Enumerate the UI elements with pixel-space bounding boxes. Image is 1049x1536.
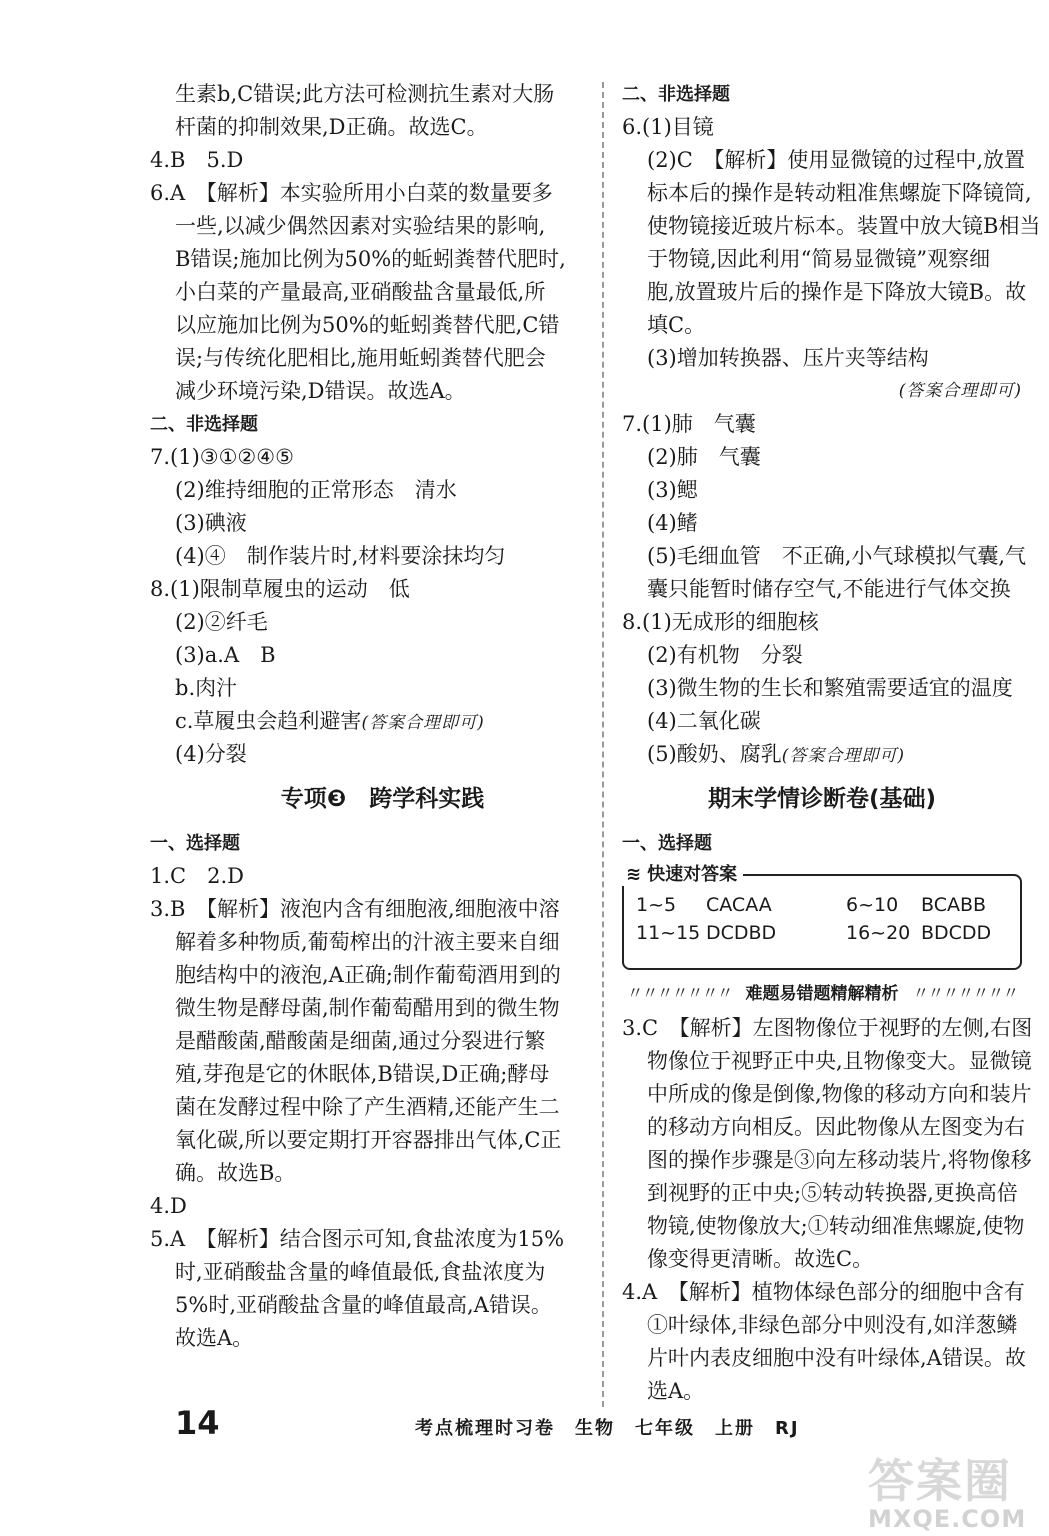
text-line: 解着多种物质,葡萄榨出的汁液主要来自细 xyxy=(175,930,560,954)
text-line: (4)④ 制作装片时,材料要涂抹均匀 xyxy=(175,544,506,568)
answer-text: c.草履虫会趋利避害 xyxy=(175,709,362,733)
text-line xyxy=(175,705,590,738)
answer-note: (答案合理即可) xyxy=(361,713,485,733)
text-line: (2)肺 气囊 xyxy=(647,445,761,469)
zigzag-decoration-icon: 〃〃〃〃〃〃〃 xyxy=(626,984,732,1004)
text-line: (4)二氧化碳 xyxy=(647,709,761,733)
text-line: (2)C 【解析】使用显微镜的过程中,放置 xyxy=(647,148,1025,172)
text-line: ①叶绿体,非绿色部分中则没有,如洋葱鳞 xyxy=(647,1313,1018,1337)
waves-icon: ≋ xyxy=(626,864,642,885)
text-line: 6.A 【解析】本实验所用小白菜的数量要多 xyxy=(150,181,553,205)
answer-range: 11~15 xyxy=(636,922,701,944)
quick-answer-title: 快速对答案 xyxy=(647,864,738,885)
text-line: (3)鳃 xyxy=(647,478,698,502)
right-column xyxy=(622,78,1041,1408)
column-divider xyxy=(602,82,604,1407)
text-line: 4.D xyxy=(150,1194,187,1218)
text-line: 8.(1)无成形的细胞核 xyxy=(622,610,819,634)
text-line: 生素b,C错误;此方法可检测抗生素对大肠 xyxy=(175,82,555,106)
answer-note: (答案合理即可) xyxy=(781,746,906,766)
text-line: (2)维持细胞的正常形态 清水 xyxy=(175,478,457,502)
section-title: 期末学情诊断卷(基础) xyxy=(707,786,937,812)
page-footer xyxy=(0,1404,1049,1448)
text-line: 选A。 xyxy=(647,1379,705,1403)
text-line: 到视野的正中央;⑤转动转换器,更换高倍 xyxy=(647,1181,1018,1205)
text-line: 杆菌的抑制效果,D正确。故选C。 xyxy=(175,115,488,139)
quick-answer-grid xyxy=(636,894,1008,944)
text-line: (2)有机物 分裂 xyxy=(647,643,803,667)
text-line: (4)分裂 xyxy=(175,742,247,766)
text-line: 故选A。 xyxy=(175,1326,254,1350)
book-info: 考点梳理时习卷 生物 七年级 上册 RJ xyxy=(415,1418,800,1439)
answer-text: (5)酸奶、腐乳 xyxy=(647,742,782,766)
text-line: 使物镜接近玻片标本。装置中放大镜B相当 xyxy=(647,214,1041,238)
text-line: 小白菜的产量最高,亚硝酸盐含量最低,所 xyxy=(175,280,546,304)
section-heading: 一、选择题 xyxy=(150,833,240,854)
zigzag-decoration-icon: 〃〃〃〃〃〃〃 xyxy=(912,984,1018,1004)
text-line: (4)鳍 xyxy=(647,511,698,535)
answer-key: DCDBD xyxy=(706,922,777,944)
text-line: (5)毛细血管 不正确,小气球模拟气囊,气 xyxy=(647,544,1027,568)
text-line: 物像位于视野正中央,且物像变大。显微镜 xyxy=(647,1049,1032,1073)
text-line: 像变得更清晰。故选C。 xyxy=(647,1247,874,1271)
answer-range: 1~5 xyxy=(636,894,677,916)
quick-answer-box xyxy=(622,864,1022,970)
answer-range: 6~10 xyxy=(846,894,899,916)
text-line: 4.A 【解析】植物体绿色部分的细胞中含有 xyxy=(622,1280,1025,1304)
text-line: 以应施加比例为50%的蚯蚓粪替代肥,C错 xyxy=(175,313,560,337)
banner-title: 难题易错题精解精析 xyxy=(745,984,899,1004)
text-line: 填C。 xyxy=(647,313,706,337)
answer-key: BCABB xyxy=(921,894,987,916)
text-line: 微生物是酵母菌,制作葡萄醋用到的微生物 xyxy=(175,996,560,1020)
text-line: b.肉汁 xyxy=(175,676,238,700)
analysis-banner xyxy=(622,976,1022,1012)
watermark-title: 答案圈 xyxy=(868,1454,1012,1508)
text-line: 菌在发酵过程中除了产生酒精,还能产生二 xyxy=(175,1095,560,1119)
text-line: 胞结构中的液泡,A正确;制作葡萄酒用到的 xyxy=(175,963,561,987)
text-line: 8.(1)限制草履虫的运动 低 xyxy=(150,577,410,601)
text-line: 中所成的像是倒像,物像的移动方向和装片 xyxy=(647,1082,1032,1106)
text-line: (3)微生物的生长和繁殖需要适宜的温度 xyxy=(647,676,1013,700)
section-title: 专项❸ 跨学科实践 xyxy=(280,786,485,812)
answer-note: (答案合理即可) xyxy=(898,381,1022,401)
quick-answer-header xyxy=(622,860,743,886)
section-heading: 二、非选择题 xyxy=(150,414,258,435)
page-number: 14 xyxy=(175,1404,220,1442)
text-line: 确。故选B。 xyxy=(175,1161,296,1185)
answer-key: BDCDD xyxy=(921,922,992,944)
section-heading: 一、选择题 xyxy=(622,833,712,854)
text-line: 6.(1)目镜 xyxy=(622,115,714,139)
text-line: 一些,以减少偶然因素对实验结果的影响, xyxy=(175,214,546,238)
text-line: 物镜,使物像放大;①转动细准焦螺旋,使物 xyxy=(647,1214,1025,1238)
text-line xyxy=(622,738,1022,771)
text-line: 误;与传统化肥相比,施用蚯蚓粪替代肥会 xyxy=(175,346,546,370)
text-line: 胞,放置玻片后的操作是下降放大镜B。故 xyxy=(647,280,1027,304)
section-heading: 二、非选择题 xyxy=(622,84,730,105)
text-line: 1.C 2.D xyxy=(150,864,244,888)
watermark-logo xyxy=(868,1445,1038,1533)
left-column xyxy=(150,78,590,1355)
text-line: 5.A 【解析】结合图示可知,食盐浓度为15% xyxy=(150,1227,565,1251)
text-line: (3)碘液 xyxy=(175,511,247,535)
text-line: 7.(1)③①②④⑤ xyxy=(150,445,294,469)
text-line: 囊只能暂时储存空气,不能进行气体交换 xyxy=(647,577,1011,601)
text-line: (2)②纤毛 xyxy=(175,610,268,634)
answer-key: CACAA xyxy=(706,894,772,916)
text-line: 殖,芽孢是它的休眠体,B错误,D正确;酵母 xyxy=(175,1062,550,1086)
watermark-url: MXQE.COM xyxy=(868,1505,1027,1533)
text-line: (3)增加转换器、压片夹等结构 xyxy=(647,346,929,370)
text-line: 7.(1)肺 气囊 xyxy=(622,412,756,436)
text-line: 标本后的操作是转动粗准焦螺旋下降镜筒, xyxy=(647,181,1032,205)
text-line: 5%时,亚硝酸盐含量的峰值最高,A错误。 xyxy=(175,1293,552,1317)
text-line: 是醋酸菌,醋酸菌是细菌,通过分裂进行繁 xyxy=(175,1029,546,1053)
text-line: 氧化碳,所以要定期打开容器排出气体,C正 xyxy=(175,1128,562,1152)
answer-range: 16~20 xyxy=(846,922,911,944)
text-line: 片叶内表皮细胞中没有叶绿体,A错误。故 xyxy=(647,1346,1026,1370)
text-line: 4.B 5.D xyxy=(150,148,244,172)
text-line: 的移动方向相反。因此物像从左图变为右 xyxy=(647,1115,1025,1139)
text-line: 减少环境污染,D错误。故选A。 xyxy=(175,379,466,403)
text-line: 图的操作步骤是③向左移动装片,将物像移 xyxy=(647,1148,1032,1172)
text-line: (3)a.A B xyxy=(175,643,276,667)
text-line: 3.B 【解析】液泡内含有细胞液,细胞液中溶 xyxy=(150,897,560,921)
text-line: 时,亚硝酸盐含量的峰值最低,食盐浓度为 xyxy=(175,1260,546,1284)
text-line: B错误;施加比例为50%的蚯蚓粪替代肥时, xyxy=(175,247,566,271)
text-line: 3.C 【解析】左图物像位于视野的左侧,右图 xyxy=(622,1016,1033,1040)
text-line: 于物镜,因此利用“简易显微镜”观察细 xyxy=(647,247,991,271)
